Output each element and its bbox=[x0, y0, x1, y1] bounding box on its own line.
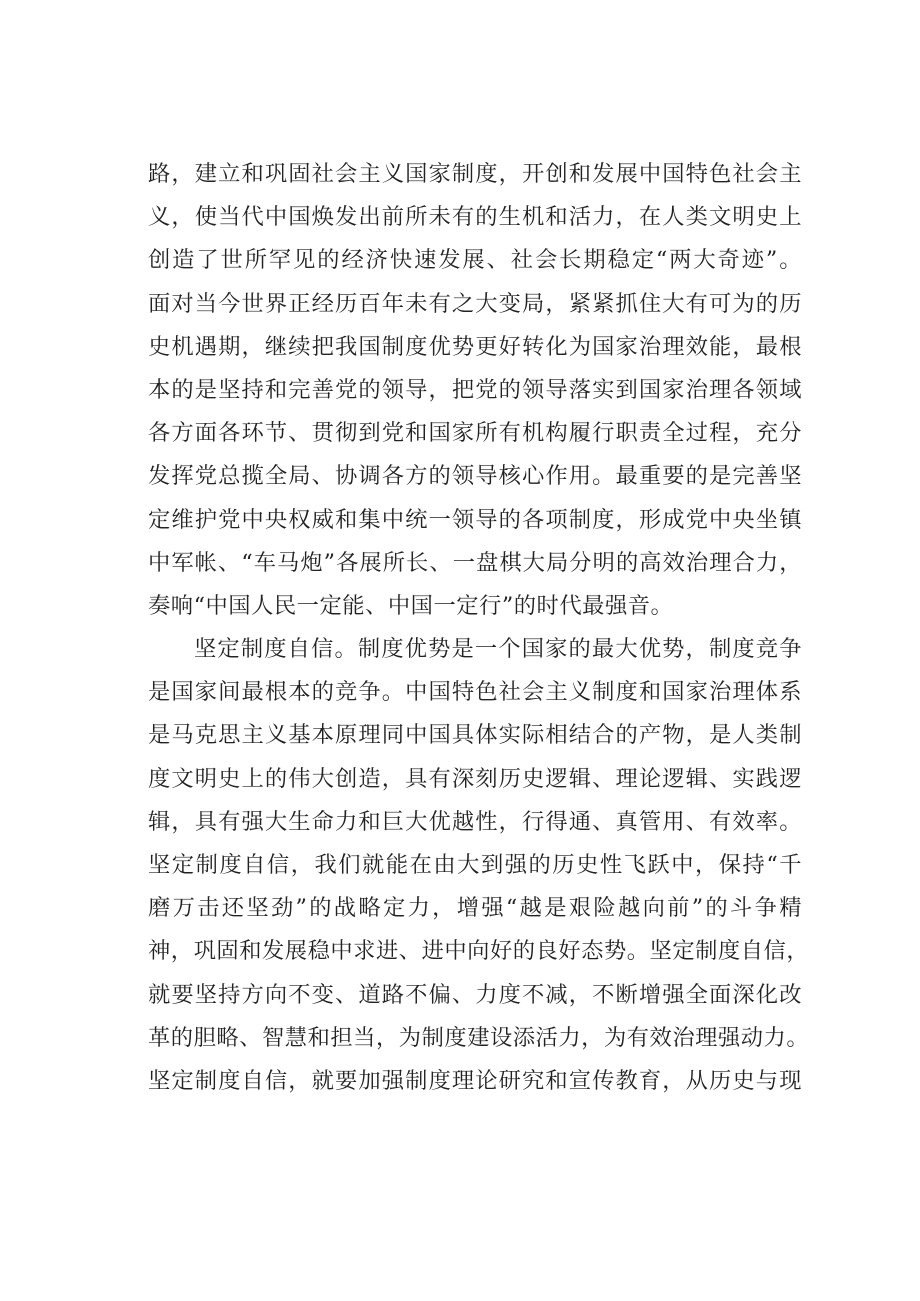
text-line: 是国家间最根本的竞争。中国特色社会主义制度和国家治理体系 bbox=[148, 679, 802, 706]
text-line: 定维护党中央权威和集中统一领导的各项制度，形成党中央坐镇 bbox=[148, 506, 802, 533]
text-line: 发挥党总揽全局、协调各方的领导核心作用。最重要的是完善坚 bbox=[148, 463, 802, 490]
text-line: 史机遇期，继续把我国制度优势更好转化为国家治理效能，最根 bbox=[148, 333, 802, 360]
text-line: 磨万击还坚劲”的战略定力，增强“越是艰险越向前”的斗争精 bbox=[148, 895, 802, 922]
text-line: 奏响“中国人民一定能、中国一定行”的时代最强音。 bbox=[148, 592, 674, 619]
text-line: 是马克思主义基本原理同中国具体实际相结合的产物，是人类制 bbox=[148, 722, 802, 749]
text-line: 各方面各环节、贯彻到党和国家所有机构履行职责全过程，充分 bbox=[148, 420, 802, 447]
body-text bbox=[148, 153, 810, 1103]
text-line: 本的是坚持和完善党的领导，把党的领导落实到国家治理各领域 bbox=[148, 376, 802, 403]
text-line: 坚定制度自信，就要加强制度理论研究和宣传教育，从历史与现 bbox=[148, 1067, 802, 1094]
paragraph-start-line: 坚定制度自信。制度优势是一个国家的最大优势，制度竞争 bbox=[194, 636, 802, 663]
text-line: 度文明史上的伟大创造，具有深刻历史逻辑、理论逻辑、实践逻 bbox=[148, 765, 802, 792]
text-line: 就要坚持方向不变、道路不偏、力度不减，不断增强全面深化改 bbox=[148, 981, 802, 1008]
text-line: 义，使当代中国焕发出前所未有的生机和活力，在人类文明史上 bbox=[148, 204, 802, 231]
text-line: 革的胆略、智慧和担当，为制度建设添活力，为有效治理强动力。 bbox=[148, 1024, 810, 1051]
text-line: 面对当今世界正经历百年未有之大变局，紧紧抓住大有可为的历 bbox=[148, 290, 802, 317]
text-line: 辑，具有强大生命力和巨大优越性，行得通、真管用、有效率。 bbox=[148, 808, 802, 835]
text-line: 创造了世所罕见的经济快速发展、社会长期稳定“两大奇迹”。 bbox=[148, 247, 802, 274]
text-line: 坚定制度自信，我们就能在由大到强的历史性飞跃中，保持“千 bbox=[148, 852, 802, 878]
text-line: 神，巩固和发展稳中求进、进中向好的良好态势。坚定制度自信， bbox=[148, 938, 810, 965]
text-line: 中军帐、“车马炮”各展所长、一盘棋大局分明的高效治理合力， bbox=[148, 549, 802, 576]
text-line: 路，建立和巩固社会主义国家制度，开创和发展中国特色社会主 bbox=[148, 161, 802, 187]
